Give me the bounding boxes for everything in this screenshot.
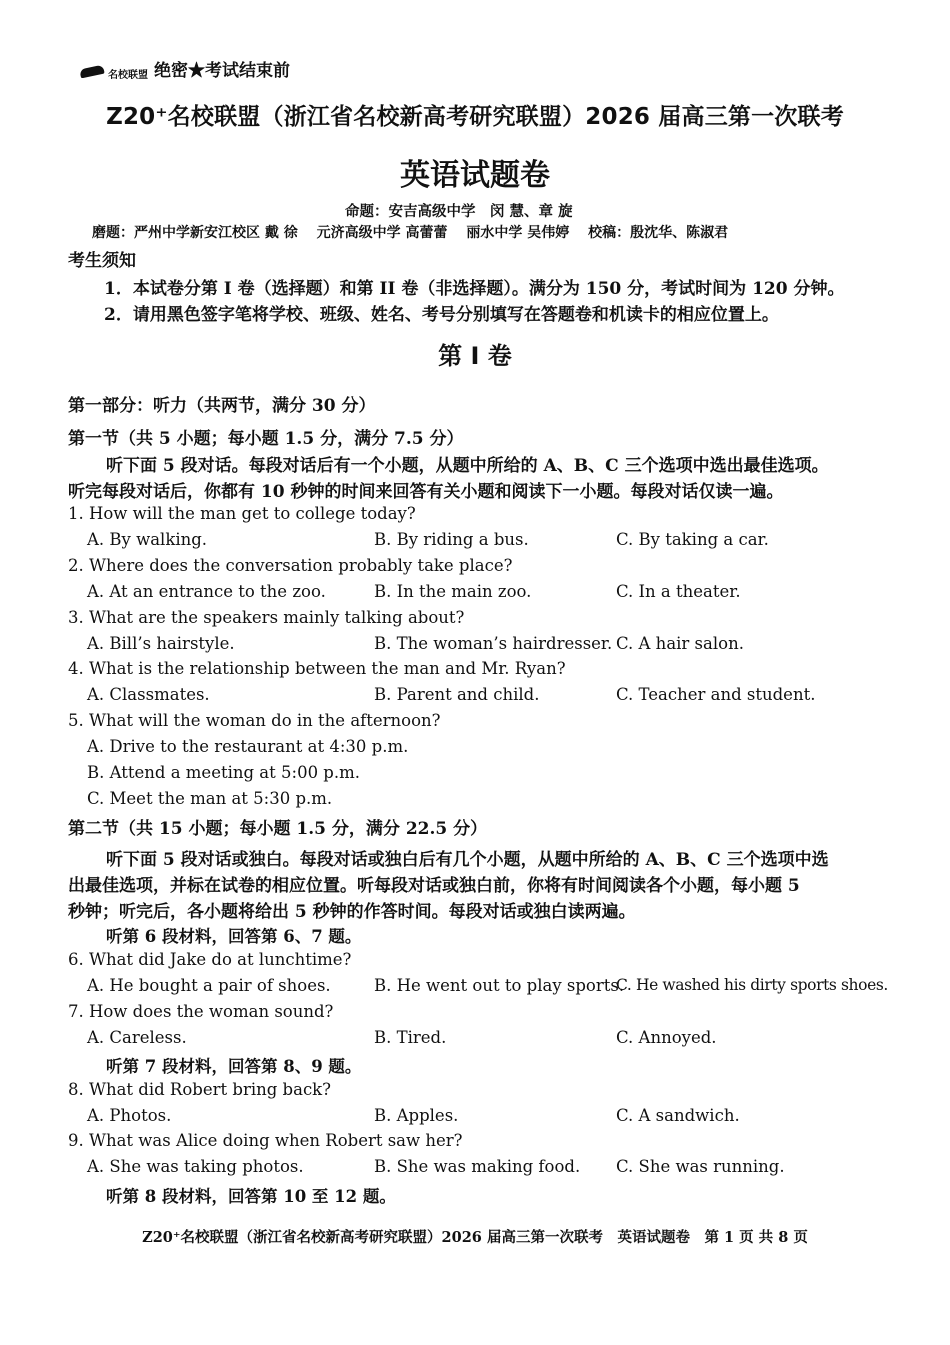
- question-4: 4. What is the relationship between the man and Mr. Ryan?: [68, 659, 566, 678]
- question-7: 7. How does the woman sound?: [68, 1002, 334, 1021]
- q1-option-c: C. By taking a car.: [616, 530, 769, 549]
- q3-option-a: A. Bill’s hairstyle.: [87, 634, 235, 653]
- authors-line: 命题：安吉高级中学 闵 慧、章 旋: [345, 203, 573, 220]
- q2-option-c: C. In a theater.: [616, 582, 741, 601]
- section2-instruction-3: 秒钟；听完后，各小题将给出 5 秒钟的作答时间。每段对话或独白读两遍。: [68, 902, 636, 922]
- q3-option-c: C. A hair salon.: [616, 634, 744, 653]
- q9-option-b: B. She was making food.: [374, 1157, 581, 1176]
- q9-option-a: A. She was taking photos.: [87, 1157, 304, 1176]
- q1-option-b: B. By riding a bus.: [374, 530, 529, 549]
- top-note-text: 绝密★考试结束前: [154, 61, 290, 81]
- question-3: 3. What are the speakers mainly talking about?: [68, 608, 465, 627]
- section2-instruction-2: 出最佳选项，并标在试卷的相应位置。听每段对话或独白前，你将有时间阅读各个小题，每小题 5: [68, 876, 800, 896]
- material-6-note: 听第 6 段材料，回答第 6、7 题。: [106, 927, 362, 946]
- q6-option-c: C. He washed his dirty sports shoes.: [616, 976, 888, 994]
- question-2: 2. Where does the conversation probably take place?: [68, 556, 513, 575]
- q7-option-c: C. Annoyed.: [616, 1028, 717, 1047]
- confidential-note: [80, 56, 290, 81]
- q4-option-c: C. Teacher and student.: [616, 685, 816, 704]
- q3-option-b: B. The woman’s hairdresser.: [374, 634, 613, 653]
- page-footer: Z20⁺名校联盟（浙江省名校新高考研究联盟）2026 届高三第一次联考 英语试题卷 第 1 页 共 8 页: [142, 1229, 808, 1246]
- logo-text: 名校联盟: [108, 70, 148, 81]
- exam-title: Z20⁺名校联盟（浙江省名校新高考研究联盟）2026 届高三第一次联考: [106, 104, 844, 130]
- q2-option-b: B. In the main zoo.: [374, 582, 532, 601]
- section1-title: 第一节（共 5 小题；每小题 1.5 分，满分 7.5 分）: [68, 429, 464, 449]
- q7-option-a: A. Careless.: [87, 1028, 187, 1047]
- part1-title: 第一部分：听力（共两节，满分 30 分）: [68, 396, 376, 416]
- q5-option-c: C. Meet the man at 5:30 p.m.: [87, 789, 333, 808]
- q8-option-b: B. Apples.: [374, 1106, 459, 1125]
- question-1: 1. How will the man get to college today?: [68, 504, 416, 523]
- q2-option-a: A. At an entrance to the zoo.: [87, 582, 326, 601]
- logo-icon: [79, 65, 104, 79]
- section1-instruction-2: 听完每段对话后，你都有 10 秒钟的时间来回答有关小题和阅读下一小题。每段对话仅读一遍。: [68, 482, 784, 502]
- notice-title: 考生须知: [68, 251, 136, 271]
- question-9: 9. What was Alice doing when Robert saw her?: [68, 1131, 463, 1150]
- q6-option-a: A. He bought a pair of shoes.: [87, 976, 331, 995]
- material-7-note: 听第 7 段材料，回答第 8、9 题。: [106, 1057, 362, 1076]
- q1-option-a: A. By walking.: [87, 530, 208, 549]
- paper-title: 英语试题卷: [400, 158, 550, 193]
- material-8-note: 听第 8 段材料，回答第 10 至 12 题。: [106, 1187, 396, 1206]
- q9-option-c: C. She was running.: [616, 1157, 785, 1176]
- q8-option-c: C. A sandwich.: [616, 1106, 740, 1125]
- q8-option-a: A. Photos.: [87, 1106, 172, 1125]
- question-5: 5. What will the woman do in the afternoon?: [68, 711, 441, 730]
- question-8: 8. What did Robert bring back?: [68, 1080, 332, 1099]
- q7-option-b: B. Tired.: [374, 1028, 447, 1047]
- volume-title: 第 I 卷: [438, 342, 512, 370]
- reviewers-line: 磨题：严州中学新安江校区 戴 徐 元济高级中学 高蕾蕾 丽水中学 吴伟婷 校稿：殷沈华、陈淑君: [92, 225, 729, 241]
- section2-title: 第二节（共 15 小题；每小题 1.5 分，满分 22.5 分）: [68, 819, 488, 839]
- q6-option-b: B. He went out to play sports.: [374, 976, 625, 995]
- q4-option-b: B. Parent and child.: [374, 685, 540, 704]
- notice-item-1: 1．本试卷分第 I 卷（选择题）和第 II 卷（非选择题）。满分为 150 分，考试时间为 120 分钟。: [104, 279, 845, 299]
- question-6: 6. What did Jake do at lunchtime?: [68, 950, 352, 969]
- notice-item-2: 2．请用黑色签字笔将学校、班级、姓名、考号分别填写在答题卷和机读卡的相应位置上。: [104, 305, 779, 325]
- q4-option-a: A. Classmates.: [87, 685, 210, 704]
- section2-instruction-1: 听下面 5 段对话或独白。每段对话或独白后有几个小题，从题中所给的 A、B、C 三个选项中选: [106, 850, 829, 870]
- q5-option-a: A. Drive to the restaurant at 4:30 p.m.: [87, 737, 409, 756]
- q5-option-b: B. Attend a meeting at 5:00 p.m.: [87, 763, 361, 782]
- section1-instruction-1: 听下面 5 段对话。每段对话后有一个小题，从题中所给的 A、B、C 三个选项中选出最佳选项。: [106, 456, 829, 476]
